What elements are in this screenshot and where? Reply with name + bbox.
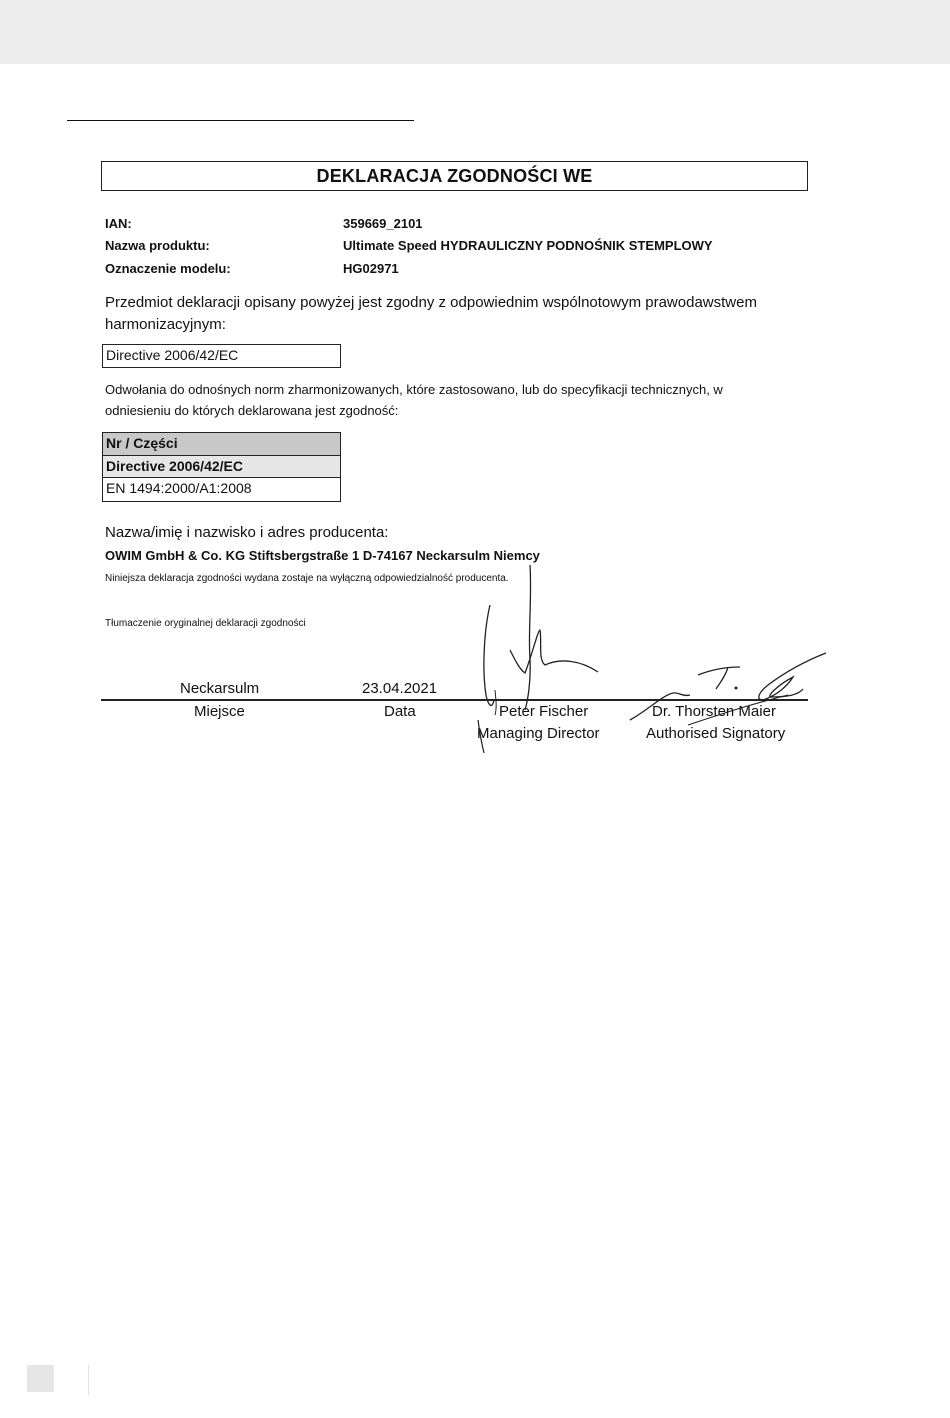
conformity-line-2: harmonizacyjnym:	[105, 316, 226, 333]
ian-label: IAN:	[105, 216, 132, 231]
date-label: Data	[384, 703, 416, 720]
parts-table	[102, 432, 341, 502]
corner-line	[88, 1365, 89, 1395]
product-name-label: Nazwa produktu:	[105, 238, 210, 253]
signature-thorsten-maier	[628, 645, 833, 735]
standards-line-2: odniesieniu do których deklarowana jest zgodność:	[105, 403, 399, 418]
model-value: HG02971	[343, 261, 399, 276]
signer2-title: Authorised Signatory	[646, 725, 786, 742]
manufacturer-heading: Nazwa/imię i nazwisko i adres producenta:	[105, 524, 389, 541]
translation-note: Tłumaczenie oryginalnej deklaracji zgodności	[105, 618, 306, 629]
parts-table-subheader: Directive 2006/42/EC	[103, 456, 340, 479]
title-box	[101, 161, 808, 191]
standards-line-1: Odwołania do odnośnych norm zharmonizowanych, które zastosowano, lub do specyfikacji technicznych, w	[105, 382, 723, 397]
ian-value: 359669_2101	[343, 216, 423, 231]
directive-box: Directive 2006/42/EC	[102, 344, 341, 368]
signature-rule	[101, 699, 808, 701]
corner-marker	[27, 1365, 54, 1392]
top-rule	[67, 120, 414, 121]
responsibility-note: Niniejsza deklaracja zgodności wydana zostaje na wyłączną odpowiedzialność producenta.	[105, 573, 509, 584]
document-title: DEKLARACJA ZGODNOŚCI WE	[316, 165, 593, 186]
manufacturer-address: OWIM GmbH & Co. KG Stiftsbergstraße 1 D-74167 Neckarsulm Niemcy	[105, 548, 540, 563]
parts-table-header: Nr / Części	[103, 433, 340, 456]
product-name-value: Ultimate Speed HYDRAULICZNY PODNOŚNIK STEMPLOWY	[343, 238, 713, 253]
conformity-line-1: Przedmiot deklaracji opisany powyżej jest zgodny z odpowiednim wspólnotowym prawodawstwem	[105, 294, 757, 311]
signer1-name: Peter Fischer	[499, 703, 589, 720]
date-value: 23.04.2021	[362, 680, 438, 697]
signer1-title: Managing Director	[477, 725, 600, 742]
signer2-name: Dr. Thorsten Maier	[652, 703, 776, 720]
parts-table-row: EN 1494:2000/A1:2008	[106, 480, 252, 496]
header-band	[0, 0, 950, 64]
place-label: Miejsce	[194, 703, 245, 720]
place-value: Neckarsulm	[180, 680, 260, 697]
model-label: Oznaczenie modelu:	[105, 261, 231, 276]
